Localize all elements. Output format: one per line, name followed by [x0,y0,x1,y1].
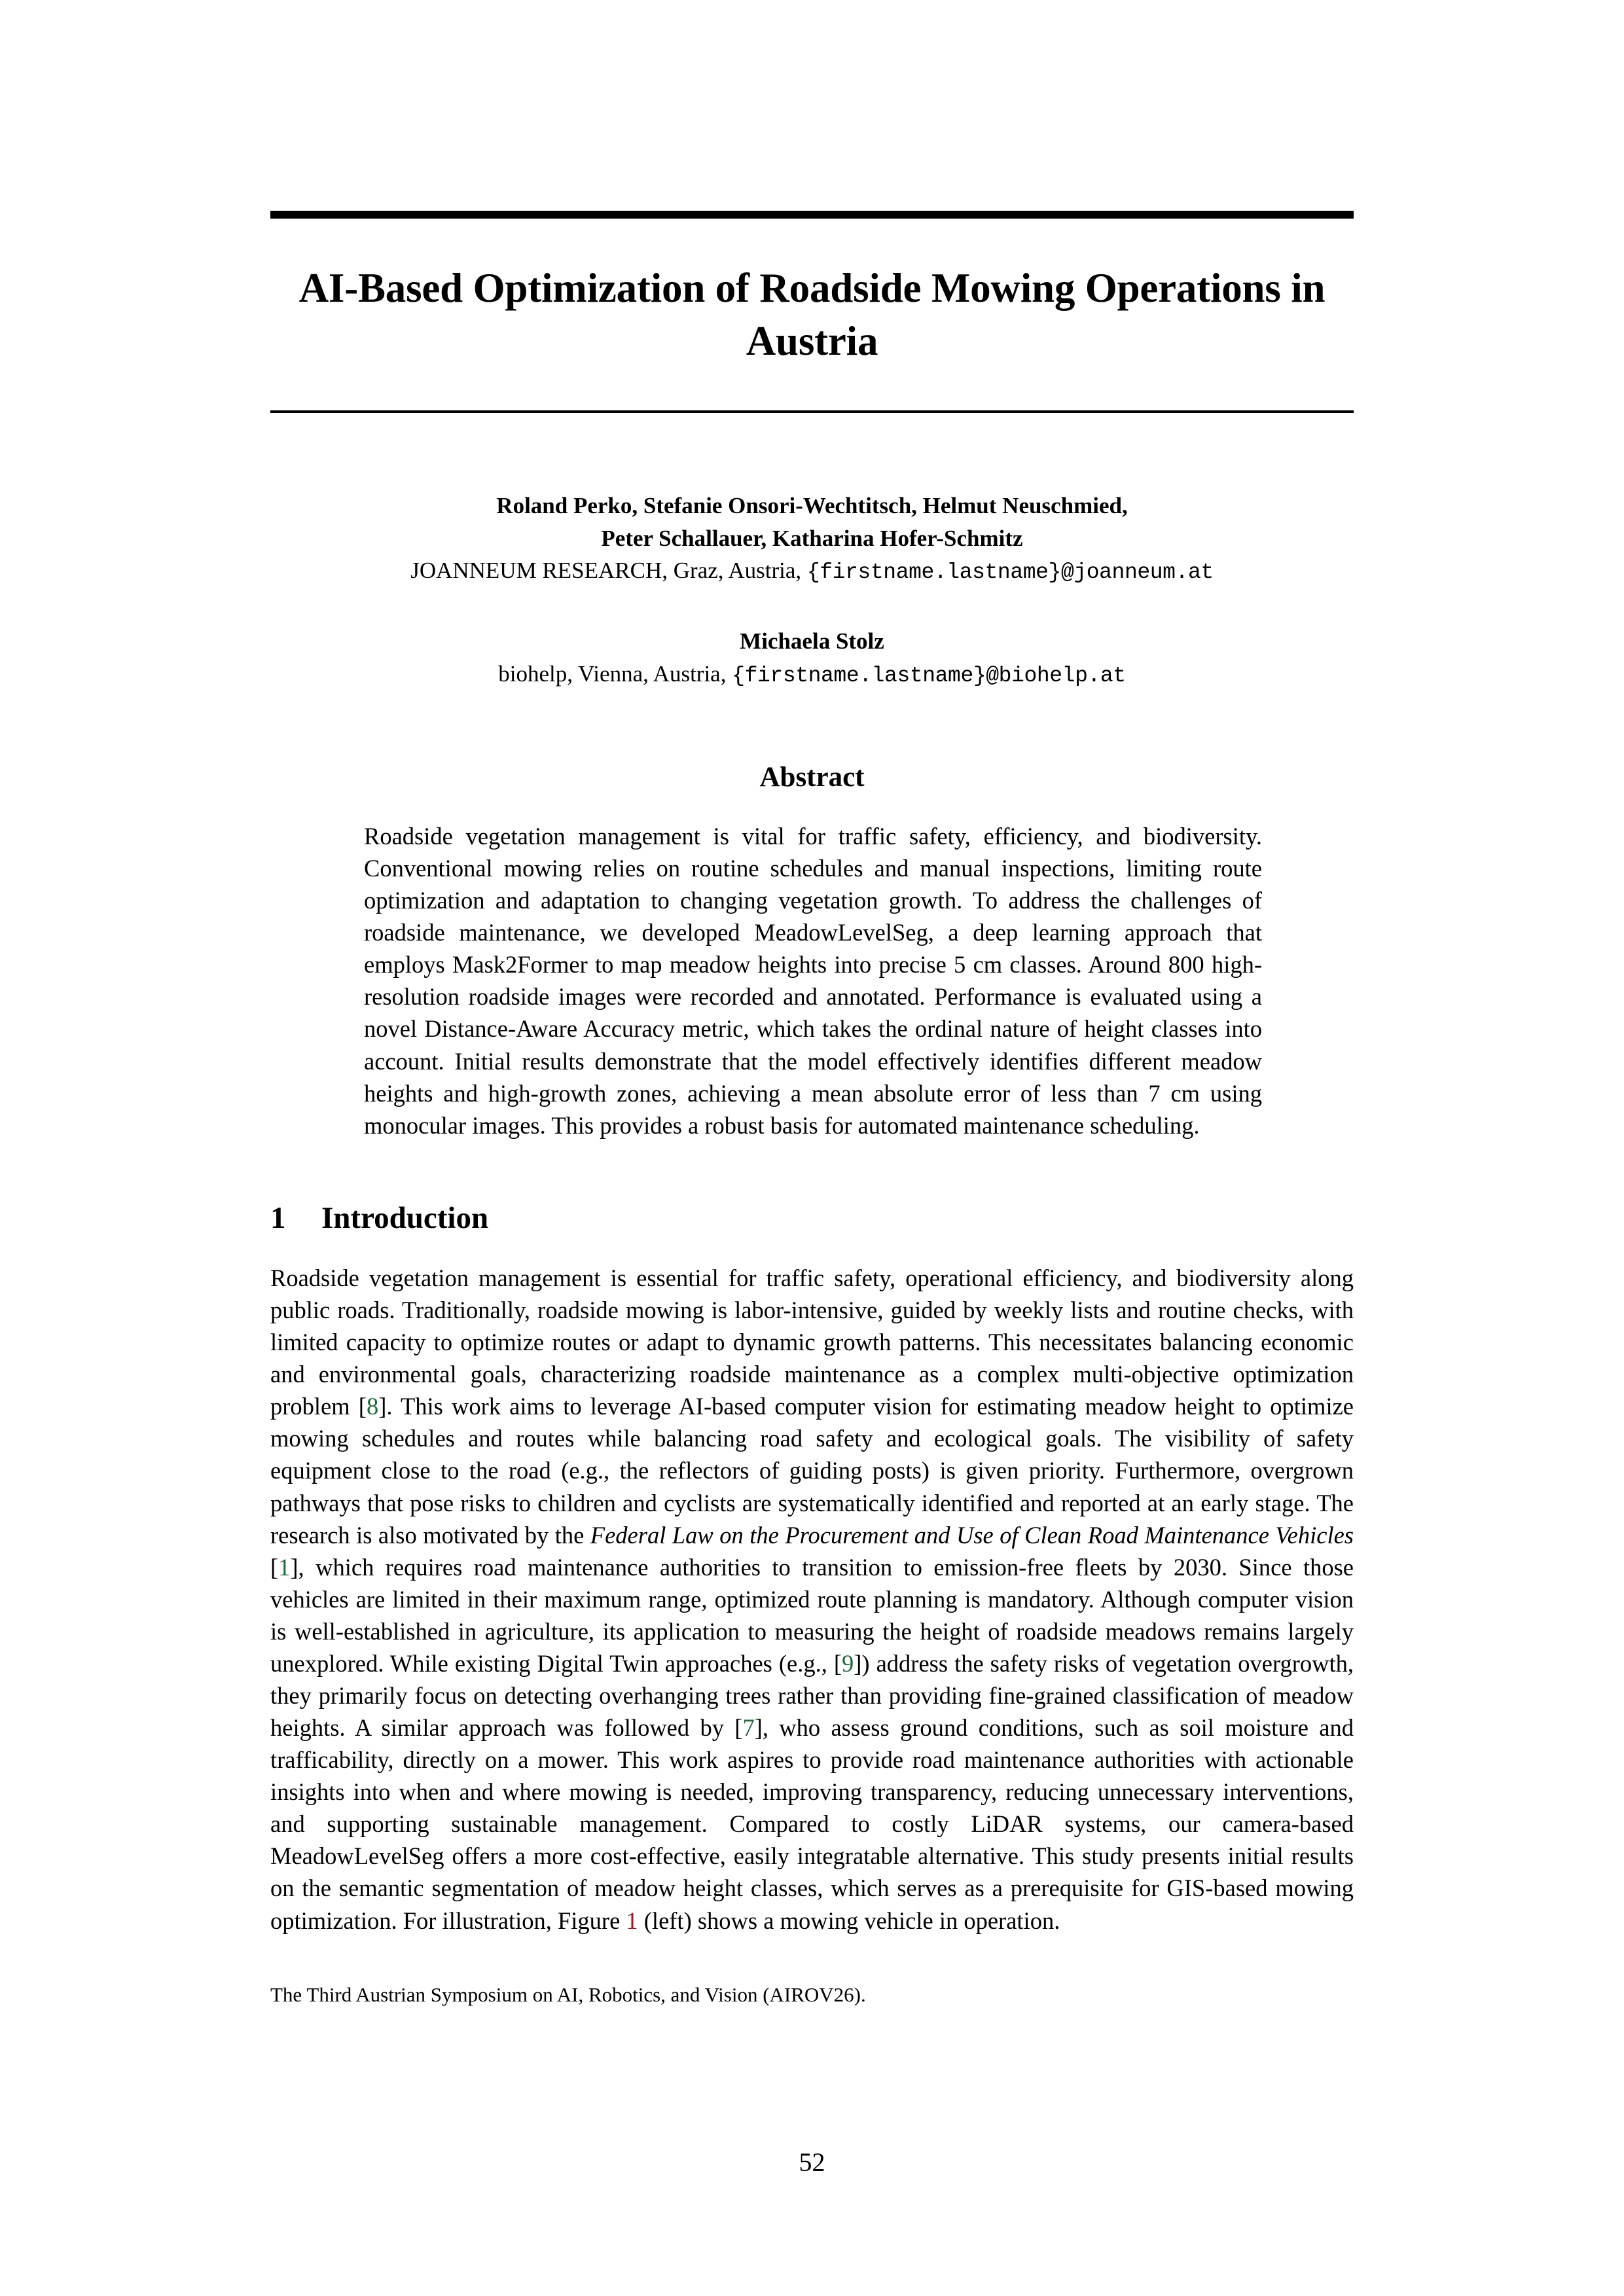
citation-link-8[interactable]: 8 [366,1393,379,1420]
page-title: AI-Based Optimization of Roadside Mowing Operations in Austria [298,265,1326,364]
figure-reference-link-1[interactable]: 1 [626,1907,638,1934]
citation-link-7[interactable]: 7 [742,1714,755,1742]
introduction-paragraph [270,1262,1354,1937]
section-heading-introduction [270,1200,1354,1236]
author-block-secondary [270,625,1354,692]
affiliation-secondary [270,658,1354,692]
author-names-line-1: Roland Perko, Stefanie Onsori-Wechtitsch, Helmut Neuschmied, [496,493,1128,518]
intro-text-part-c: [ [270,1553,279,1581]
affiliation-primary-text: JOANNEUM RESEARCH, Graz, Austria, [410,558,807,584]
intro-text-part-e: ]) address the safety risks of vegetation overgrowth, they primarily focus on detecting overhanging trees rather than providing fine-grained classification of meadow heights. A similar approach was followed by [ [270,1649,1354,1742]
email-secondary: {firstname.lastname}@biohelp.at [732,663,1126,688]
title-rule-thin [270,410,1354,413]
author-names-line-2: Peter Schallauer, Katharina Hofer-Schmitz [601,525,1023,551]
abstract-text: Roadside vegetation management is vital for traffic safety, efficiency, and biodiversity. Conventional mowing relies on routine schedules and manual inspections, limiting route optimization and adaptation to changing vegetation growth. To address the challenges of roadside maintenance, we developed MeadowLevelSeg, a deep learning approach that employs Mask2Former to map meadow heights into precise 5 cm classes. Around 800 high-resolution roadside images were recorded and annotated. Performance is evaluated using a novel Distance-Aware Accuracy metric, which takes the ordinal nature of height classes into account. Initial results demonstrate that the model effectively identifies different meadow heights and high-growth zones, achieving a mean absolute error of less than 7 cm using monocular images. This provides a robust basis for automated maintenance scheduling. [364,823,1262,1139]
affiliation-primary [270,554,1354,588]
footnote-text: The Third Austrian Symposium on AI, Robotics, and Vision (AIROV26). [270,1983,866,2006]
intro-text-part-g: (left) shows a mowing vehicle in operation. [638,1907,1060,1934]
header-rule-thick [270,211,1354,219]
email-primary: {firstname.lastname}@joanneum.at [806,560,1214,585]
page-number: 52 [799,2147,825,2177]
abstract-heading: Abstract [759,762,865,793]
section-title: Introduction [321,1201,489,1235]
citation-link-1[interactable]: 1 [278,1553,291,1581]
author-block-primary [270,490,1354,588]
law-title-italic: Federal Law on the Procurement and Use of Clean Road Maintenance Vehicles [590,1521,1354,1549]
affiliation-secondary-text: biohelp, Vienna, Austria, [498,660,732,687]
intro-text-part-d: ], which requires road maintenance authorities to transition to emission-free fleets by 2030. Since those vehicles are limited in their maximum range, optimized route planning is mandatory. Although computer vision is well-established in agriculture, its application to measuring the height of roadside meadows remains largely unexplored. While existing Digital Twin approaches (e.g., [ [270,1553,1354,1677]
intro-text-part-f: ], who assess ground conditions, such as soil moisture and trafficability, directly on a mower. This work aspires to provide road maintenance authorities with actionable insights into when and where mowing is needed, improving transparency, reducing unnecessary interventions, and supporting sustainable management. Compared to costly LiDAR systems, our camera-based MeadowLevelSeg offers a more cost-effective, easily integratable alternative. This study presents initial results on the semantic segmentation of meadow height classes, which serves as a prerequisite for GIS-based mowing optimization. For illustration, Figure [270,1714,1354,1934]
intro-text-part-b: ]. This work aims to leverage AI-based computer vision for estimating meadow height to optimize mowing schedules and routes while balancing road safety and ecological goals. The visibility of safety equipment close to the road (e.g., the reflectors of guiding posts) is given priority. Furthermore, overgrown pathways that pose risks to children and cyclists are systematically identified and reported at an early stage. The research is also motivated by the [270,1393,1354,1549]
section-number: 1 [270,1201,286,1235]
citation-link-9[interactable]: 9 [842,1649,854,1677]
intro-text-part-a: Roadside vegetation management is essential for traffic safety, operational efficiency, and biodiversity along public roads. Traditionally, roadside mowing is labor-intensive, guided by weekly lists and routine checks, with limited capacity to optimize routes or adapt to dynamic growth patterns. This necessitates balancing economic and environmental goals, characterizing roadside maintenance as a complex multi-objective optimization problem [ [270,1265,1354,1420]
author-names-line-3: Michaela Stolz [740,628,884,654]
